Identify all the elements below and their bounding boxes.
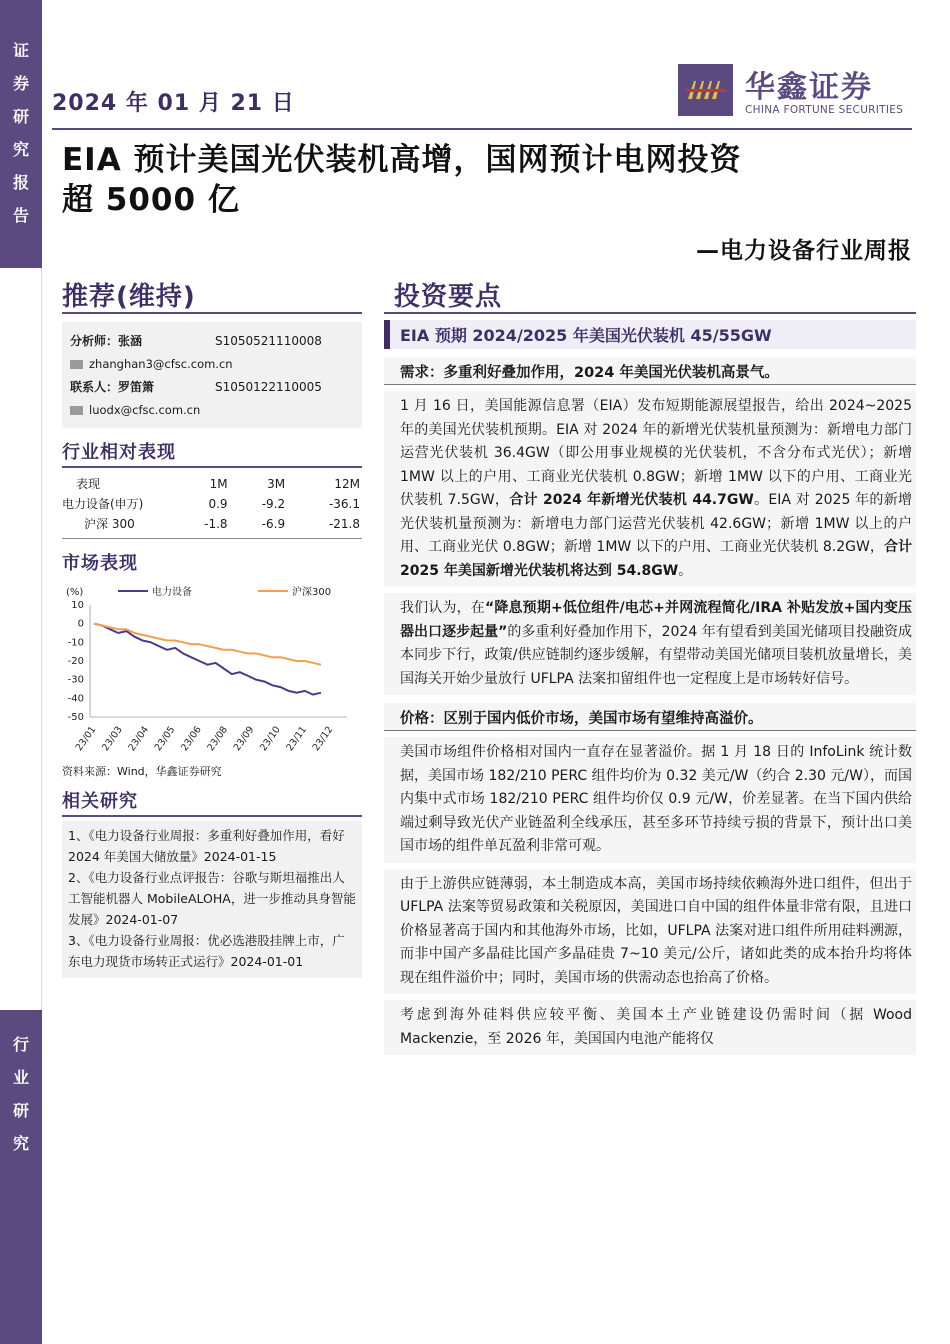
list-item[interactable]: 3、《电力设备行业周报：优必选港股挂牌上市，广东电力现货市场转正式运行》2024-01-01	[68, 933, 345, 969]
y-tick-label: -50	[67, 712, 84, 723]
x-tick-label: 23/10	[258, 724, 283, 754]
legend-label: 电力设备	[152, 587, 192, 598]
sidebar-char: 研	[12, 1101, 29, 1120]
y-tick-label: -30	[67, 674, 84, 686]
x-tick-label: 23/11	[284, 724, 310, 754]
contact-code: S1050122110005	[215, 380, 322, 394]
table-cell: -6.9	[261, 517, 286, 531]
paragraph-bold: 合计 2024 年新增光伏装机 44.7GW	[509, 492, 754, 508]
market-performance-title: 市场表现	[62, 553, 138, 574]
title-line-1: EIA 预计美国光伏装机高增，国网预计电网投资	[62, 142, 742, 178]
table-cell: 电力设备(申万)	[62, 497, 144, 511]
sidebar-bottom-band	[0, 1010, 42, 1344]
investment-points-heading: 投资要点	[394, 282, 503, 312]
right-column	[384, 320, 916, 1055]
paragraph: 由于上游供应链薄弱，本土制造成本高，美国市场持续依赖海外进口组件，但出于 UFLPA 法案等贸易政策和关税原因，美国进口自中国的组件体量非常有限，且进口价格显著高于国内和其他海外市场，比如，UFLPA 法案对进口组件所用硅料溯源，而非中国产多晶硅比国产多晶硅贵 7~10 美元/公斤，诸如此类的成本抬升均将体现在组件溢价中；同时，美国市场的供需动态也抬高了价格。	[384, 869, 916, 995]
sidebar-char: 究	[12, 140, 29, 159]
paragraph-bold: “降息预期+低位组件/电芯+并网流程简化/IRA 补贴发放+国内变压器出口逐步起量”	[400, 600, 912, 640]
company-logo-icon	[678, 64, 733, 116]
x-tick-label: 23/08	[205, 724, 231, 754]
paragraph	[384, 593, 916, 695]
demand-subheading: 需求：多重利好叠加作用，2024 年美国光伏装机高景气。	[384, 357, 916, 385]
y-axis-label: (%)	[66, 587, 84, 598]
paragraph-text: 。EIA 对 2025 年的新增光伏装机量预测为：新增电力部门运营光伏装机 42.6GW；新增 1MW 以上的户用、工商业光伏 0.8GW；新增 1MW 以下的户用、工商业光伏装机 8.2GW，	[400, 492, 913, 555]
sidebar-char: 证	[12, 41, 29, 60]
table-cell: 沪深 300	[84, 517, 135, 531]
series-line	[94, 624, 321, 665]
x-tick-label: 23/03	[100, 724, 125, 754]
y-tick-label: 10	[71, 600, 84, 611]
contact-email[interactable]: luodx@cfsc.com.cn	[89, 403, 201, 417]
header-divider	[52, 128, 912, 130]
paragraph-bold: 合计 2025 年美国新增光伏装机将达到 54.8GW	[400, 539, 913, 579]
price-subheading: 价格：区别于国内低价市场，美国市场有望维持高溢价。	[384, 703, 916, 731]
related-research-list	[62, 821, 362, 978]
sidebar-char: 报	[12, 173, 29, 192]
paragraph: 美国市场组件价格相对国内一直存在显著溢价。据 1 月 18 日的 InfoLink 统计数据，美国市场 182/210 PERC 组件均价为 0.32 美元/W（约合 2.30 元/W），而国内集中式市场 182/210 PERC 组件均价仅 0.9 元/W，价差显著。在当下国内供给端过剩导致光伏产业链盈利全线承压，甚至多环节持续亏损的背景下，预计出口美国市场的组件单瓦盈利非常可观。	[384, 737, 916, 863]
analyst-row	[70, 330, 354, 353]
highlight-heading: EIA 预期 2024/2025 年美国光伏装机 45/55GW	[384, 320, 916, 349]
analyst-label: 分析师：张涵	[70, 334, 143, 348]
contact-label: 联系人：罗笛箫	[70, 380, 155, 394]
x-tick-label: 23/09	[231, 724, 257, 754]
list-item[interactable]: 2、《电力设备行业点评报告：谷歌与斯坦福推出人工智能机器人 MobileALOHA，进一步推动具身智能发展》2024-01-07	[68, 870, 356, 927]
list-item[interactable]: 1、《电力设备行业周报：多重利好叠加作用，看好 2024 年美国大储放量》2024-01-15	[68, 828, 345, 864]
rating-divider	[62, 312, 362, 314]
industry-performance-title: 行业相对表现	[62, 438, 362, 468]
paragraph-text: 1 月 16 日，美国能源信息署（EIA）发布短期能源展望报告，给出 2024~2025 年的美国光伏装机预期。EIA 对 2024 年的新增光伏装机量预测为：新增电力部门运营光伏装机 36.4GW（即公用事业规模的光伏装机，不含分布式光伏）；新增 1MW 以上的户用、工商业光伏装机 0.8GW；新增 1MW 以下的户用、工商业光伏装机 7.5GW，	[400, 398, 912, 508]
sidebar-char: 告	[12, 206, 29, 225]
report-title	[62, 140, 912, 220]
related-research-title: 相关研究	[62, 787, 362, 817]
paragraph	[384, 391, 916, 587]
email-row	[70, 399, 354, 422]
left-column	[62, 322, 362, 978]
title-line-2: 超 5000 亿	[62, 182, 240, 218]
performance-table	[62, 474, 362, 534]
mail-icon	[70, 406, 83, 415]
table-header-cell: 3M	[267, 477, 286, 491]
paragraph: 考虑到海外硅料供应较平衡、美国本土产业链建设仍需时间（据 Wood Mackenzie，至 2026 年，美国国内电池产能将仅	[384, 1000, 916, 1055]
y-tick-label: 0	[77, 618, 84, 630]
report-date: 2024 年 01 月 21 日	[52, 91, 295, 116]
x-tick-label: 23/05	[152, 724, 178, 754]
table-header-cell: 12M	[334, 477, 360, 491]
table-header-cell: 表现	[76, 477, 101, 491]
report-subtitle: —电力设备行业周报	[696, 238, 912, 264]
sidebar-char: 研	[12, 107, 29, 126]
x-tick-label: 23/12	[310, 724, 336, 754]
market-chart-svg	[62, 583, 362, 761]
sidebar-top-band	[0, 0, 42, 268]
table-row	[62, 494, 362, 514]
chart-source: 资料来源：Wind，华鑫证券研究	[62, 765, 222, 778]
paragraph-text: 的多重利好叠加作用下，2024 年有望看到美国光储项目投融资成本同步下行，政策/供应链制约逐步缓解，有望带动美国光储项目装机放量增长，美国海关开始少量放行 UFLPA 法案扣留组件也一定程度上是市场转好信号。	[400, 623, 913, 687]
analyst-code: S1050521110008	[215, 334, 322, 348]
sidebar-char: 行	[12, 1035, 29, 1054]
x-tick-label: 23/06	[179, 724, 204, 754]
y-tick-label: -40	[67, 693, 84, 705]
sidebar-char: 究	[12, 1134, 29, 1153]
table-header-row	[62, 474, 362, 494]
y-tick-label: -20	[67, 656, 84, 667]
company-name-cn: 华鑫证券	[745, 70, 873, 105]
table-row	[62, 514, 362, 534]
y-tick-label: -10	[67, 637, 84, 649]
analyst-email[interactable]: zhanghan3@cfsc.com.cn	[89, 357, 233, 371]
legend-label: 沪深300	[292, 587, 332, 598]
sidebar-char: 券	[12, 74, 29, 93]
analyst-box	[62, 322, 362, 428]
sidebar	[0, 0, 42, 1344]
table-divider	[62, 538, 362, 539]
table-header-cell: 1M	[209, 477, 228, 491]
paragraph-text: 我们认为，在	[400, 600, 485, 616]
market-chart	[62, 583, 362, 761]
company-name-en: CHINA FORTUNE SECURITIES	[745, 104, 904, 116]
table-cell: -21.8	[328, 517, 360, 531]
table-cell: -1.8	[204, 517, 228, 531]
email-row	[70, 353, 354, 376]
table-cell: -9.2	[261, 497, 286, 511]
table-cell: -36.1	[328, 497, 360, 511]
paragraph-text: 。	[678, 562, 693, 579]
rating-heading: 推荐(维持)	[62, 282, 196, 312]
x-tick-label: 23/01	[73, 724, 99, 754]
table-cell: 0.9	[208, 497, 228, 511]
sidebar-char: 业	[12, 1068, 29, 1087]
mail-icon	[70, 360, 83, 369]
investment-divider	[384, 312, 916, 314]
x-tick-label: 23/04	[126, 724, 152, 754]
contact-row	[70, 376, 354, 399]
